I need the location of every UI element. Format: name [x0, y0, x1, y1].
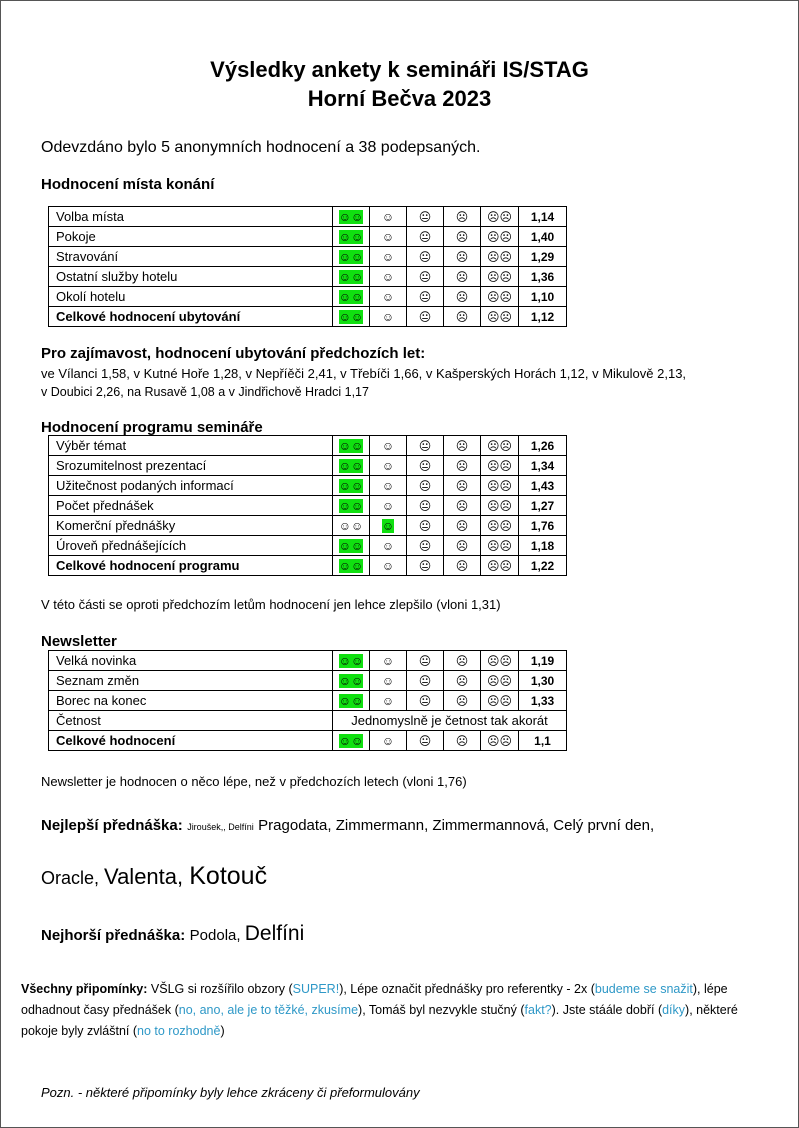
rating-face-5: [481, 247, 519, 267]
row-label: Výběr témat: [49, 436, 333, 456]
table-row: [49, 691, 567, 711]
comment-text: ), některé pokoje byly zvláštní (: [21, 1003, 738, 1038]
worst-delfini: Delfíni: [244, 922, 305, 945]
rating-face-3: [407, 496, 444, 516]
row-score: 1,18: [519, 536, 567, 556]
comment-reply: SUPER!: [292, 982, 340, 996]
row-score: 1,14: [519, 207, 567, 227]
face-icon: ☺: [381, 229, 395, 244]
face-icon: 😐: [418, 269, 432, 284]
face-icon: ☺☺: [338, 693, 364, 708]
face-icon: ☹: [455, 478, 469, 493]
face-icon: ☺: [381, 558, 395, 573]
face-icon: ☹☹: [486, 733, 513, 748]
best-lecture: [41, 817, 654, 835]
face-icon: ☺☺: [338, 498, 364, 513]
rating-face-1: [333, 307, 370, 327]
rating-face-5: [481, 556, 519, 576]
face-icon: 😐: [418, 733, 432, 748]
rating-face-3: [407, 556, 444, 576]
rating-face-1: [333, 436, 370, 456]
table-row: [49, 556, 567, 576]
face-icon: ☹: [455, 518, 469, 533]
rating-face-2: [370, 556, 407, 576]
rating-face-4: [444, 516, 481, 536]
face-icon: ☺☺: [338, 269, 364, 284]
face-icon: ☺: [381, 673, 395, 688]
face-icon: ☹: [455, 693, 469, 708]
row-label: Volba místa: [49, 207, 333, 227]
rating-face-5: [481, 671, 519, 691]
rating-face-4: [444, 651, 481, 671]
face-icon: ☹: [455, 458, 469, 473]
face-icon: ☹☹: [486, 478, 513, 493]
face-icon: 😐: [418, 653, 432, 668]
table-row: [49, 496, 567, 516]
face-icon: ☹: [455, 229, 469, 244]
comment-reply: díky: [662, 1003, 686, 1017]
face-icon: ☺☺: [338, 733, 364, 748]
comments: [21, 979, 771, 1042]
worst-label: Nejhorší přednáška:: [41, 927, 186, 944]
face-icon: ☹☹: [486, 538, 513, 553]
rating-face-1: [333, 496, 370, 516]
rating-face-1: [333, 651, 370, 671]
face-icon: ☺: [381, 289, 395, 304]
face-icon: ☹☹: [486, 289, 513, 304]
rating-face-5: [481, 476, 519, 496]
face-icon: ☺: [381, 269, 395, 284]
rating-face-2: [370, 436, 407, 456]
page-title: Výsledky ankety k semináři IS/STAG: [210, 57, 589, 82]
worst-podola: Podola,: [189, 927, 245, 944]
face-icon: ☺☺: [338, 538, 364, 553]
comment-reply: budeme se snažit: [594, 982, 693, 996]
rating-face-1: [333, 267, 370, 287]
rating-face-3: [407, 307, 444, 327]
face-icon: ☺: [381, 518, 395, 533]
rating-face-2: [370, 456, 407, 476]
rating-face-1: [333, 456, 370, 476]
row-label: Komerční přednášky: [49, 516, 333, 536]
newsletter-note: Newsletter je hodnocen o něco lépe, než v předchozích letech (vloni 1,76): [41, 774, 467, 789]
row-score: 1,27: [519, 496, 567, 516]
rating-face-2: [370, 476, 407, 496]
face-icon: ☺: [381, 733, 395, 748]
face-icon: ☹: [455, 498, 469, 513]
face-icon: ☺☺: [338, 673, 364, 688]
face-icon: ☺☺: [338, 229, 364, 244]
rating-face-4: [444, 307, 481, 327]
rating-face-4: [444, 691, 481, 711]
face-icon: ☺: [381, 458, 395, 473]
intro-text: Odevzdáno bylo 5 anonymních hodnocení a 38 podepsaných.: [41, 139, 481, 156]
face-icon: 😐: [418, 249, 432, 264]
face-icon: ☹: [455, 538, 469, 553]
row-label: Počet přednášek: [49, 496, 333, 516]
rating-face-3: [407, 207, 444, 227]
comment-reply: fakt?: [524, 1003, 552, 1017]
rating-face-2: [370, 287, 407, 307]
table-row: [49, 731, 567, 751]
newsletter-heading: Newsletter: [41, 633, 117, 650]
comment-text: ), Lépe označit přednášky pro referentky - 2x (: [339, 982, 595, 996]
rating-face-2: [370, 496, 407, 516]
row-label: Srozumitelnost prezentací: [49, 456, 333, 476]
rating-face-3: [407, 287, 444, 307]
face-icon: 😐: [418, 229, 432, 244]
rating-face-1: [333, 671, 370, 691]
face-icon: ☹☹: [486, 209, 513, 224]
face-icon: ☹: [455, 209, 469, 224]
face-icon: 😐: [418, 289, 432, 304]
rating-face-1: [333, 287, 370, 307]
best-lecture-line2: [41, 862, 267, 891]
table-row: [49, 287, 567, 307]
best-valenta: Valenta,: [104, 864, 190, 889]
face-icon: ☺☺: [338, 518, 364, 533]
rating-face-4: [444, 287, 481, 307]
face-icon: ☺☺: [338, 653, 364, 668]
rating-face-1: [333, 536, 370, 556]
row-label: Celkové hodnocení: [49, 731, 333, 751]
face-icon: 😐: [418, 693, 432, 708]
rating-face-1: [333, 731, 370, 751]
rating-face-2: [370, 207, 407, 227]
program-table: [48, 435, 567, 576]
rating-face-3: [407, 476, 444, 496]
rating-face-4: [444, 247, 481, 267]
row-score: 1,36: [519, 267, 567, 287]
row-score: 1,30: [519, 671, 567, 691]
table-row: [49, 671, 567, 691]
rating-face-5: [481, 267, 519, 287]
row-score: 1,33: [519, 691, 567, 711]
face-icon: ☺: [381, 209, 395, 224]
row-score: 1,19: [519, 651, 567, 671]
face-icon: 😐: [418, 518, 432, 533]
table-row: [49, 651, 567, 671]
face-icon: ☹☹: [486, 229, 513, 244]
rating-face-3: [407, 267, 444, 287]
rating-face-3: [407, 516, 444, 536]
table-row: [49, 536, 567, 556]
face-icon: ☹: [455, 249, 469, 264]
best-small: Jiroušek,, Delfíni: [187, 822, 254, 832]
row-label: Ostatní služby hotelu: [49, 267, 333, 287]
newsletter-table: [48, 650, 567, 751]
rating-face-5: [481, 691, 519, 711]
rating-face-2: [370, 227, 407, 247]
rating-face-4: [444, 536, 481, 556]
rating-face-3: [407, 536, 444, 556]
rating-face-2: [370, 516, 407, 536]
comment-reply: no to rozhodně: [137, 1024, 221, 1038]
face-icon: ☺☺: [338, 209, 364, 224]
comment-text: VŠLG si rozšířilo obzory (: [150, 982, 293, 996]
row-label: Četnost: [49, 711, 333, 731]
rating-face-1: [333, 556, 370, 576]
table-row: [49, 307, 567, 327]
face-icon: ☹: [455, 733, 469, 748]
rating-face-1: [333, 207, 370, 227]
face-icon: ☺: [381, 478, 395, 493]
face-icon: ☺☺: [338, 438, 364, 453]
rating-face-2: [370, 651, 407, 671]
face-icon: 😐: [418, 558, 432, 573]
row-label: Celkové hodnocení ubytování: [49, 307, 333, 327]
rating-face-3: [407, 731, 444, 751]
rating-face-1: [333, 476, 370, 496]
face-icon: ☺☺: [338, 478, 364, 493]
face-icon: ☹☹: [486, 518, 513, 533]
rating-face-5: [481, 516, 519, 536]
row-label: Borec na konec: [49, 691, 333, 711]
table-row: [49, 516, 567, 536]
rating-face-2: [370, 731, 407, 751]
rating-face-2: [370, 536, 407, 556]
face-icon: ☺: [381, 438, 395, 453]
rating-face-3: [407, 671, 444, 691]
rating-face-4: [444, 556, 481, 576]
rating-face-5: [481, 307, 519, 327]
rating-face-2: [370, 267, 407, 287]
face-icon: ☹☹: [486, 269, 513, 284]
rating-face-1: [333, 691, 370, 711]
rating-face-5: [481, 287, 519, 307]
table-row: [49, 456, 567, 476]
table-row: [49, 476, 567, 496]
row-score: 1,26: [519, 436, 567, 456]
face-icon: ☺: [381, 309, 395, 324]
face-icon: ☹: [455, 438, 469, 453]
best-mid: Pragodata, Zimmermann, Zimmermannová, Celý první den,: [258, 817, 655, 834]
venue-heading: Hodnocení místa konání: [41, 176, 215, 193]
comment-text: ), lépe odhadnout časy přednášek (: [21, 982, 728, 1017]
face-icon: 😐: [418, 209, 432, 224]
comment-text: ): [220, 1024, 225, 1038]
rating-face-3: [407, 436, 444, 456]
face-icon: ☹☹: [486, 309, 513, 324]
program-heading: Hodnocení programu semináře: [41, 419, 263, 436]
rating-face-5: [481, 207, 519, 227]
table-row: [49, 247, 567, 267]
worst-lecture: [41, 922, 304, 946]
face-icon: ☹: [455, 269, 469, 284]
face-icon: 😐: [418, 538, 432, 553]
face-icon: ☹☹: [486, 693, 513, 708]
rating-face-4: [444, 496, 481, 516]
row-score: 1,40: [519, 227, 567, 247]
table-row: [49, 227, 567, 247]
face-icon: ☹☹: [486, 498, 513, 513]
row-score: 1,10: [519, 287, 567, 307]
face-icon: ☺☺: [338, 249, 364, 264]
rating-face-5: [481, 456, 519, 476]
footnote: Pozn. - některé připomínky byly lehce zkráceny či přeformulovány: [41, 1085, 420, 1100]
rating-face-1: [333, 247, 370, 267]
row-score: 1,12: [519, 307, 567, 327]
history-heading: Pro zajímavost, hodnocení ubytování předchozích let:: [41, 345, 426, 362]
face-icon: ☺: [381, 249, 395, 264]
rating-face-4: [444, 267, 481, 287]
face-icon: ☹: [455, 653, 469, 668]
face-icon: 😐: [418, 673, 432, 688]
page-subtitle: Horní Bečva 2023: [307, 86, 492, 111]
rating-face-1: [333, 516, 370, 536]
face-icon: ☹: [455, 309, 469, 324]
face-icon: ☹☹: [486, 458, 513, 473]
table-row: [49, 267, 567, 287]
comment-text: ). Jste stáále dobří (: [551, 1003, 663, 1017]
rating-face-3: [407, 691, 444, 711]
row-label: Celkové hodnocení programu: [49, 556, 333, 576]
face-icon: ☺: [381, 653, 395, 668]
rating-face-5: [481, 536, 519, 556]
row-score: 1,1: [519, 731, 567, 751]
rating-face-4: [444, 207, 481, 227]
row-label: Stravování: [49, 247, 333, 267]
rating-face-3: [407, 247, 444, 267]
table-row: [49, 207, 567, 227]
face-icon: ☺: [381, 538, 395, 553]
row-label: Velká novinka: [49, 651, 333, 671]
rating-face-2: [370, 247, 407, 267]
rating-face-4: [444, 671, 481, 691]
best-label: Nejlepší přednáška:: [41, 817, 183, 834]
row-label: Užitečnost podaných informací: [49, 476, 333, 496]
row-score: 1,76: [519, 516, 567, 536]
face-icon: 😐: [418, 498, 432, 513]
row-score: 1,43: [519, 476, 567, 496]
rating-face-3: [407, 456, 444, 476]
rating-face-2: [370, 671, 407, 691]
rating-face-3: [407, 227, 444, 247]
row-score: 1,34: [519, 456, 567, 476]
face-icon: ☺: [381, 498, 395, 513]
rating-face-5: [481, 731, 519, 751]
rating-face-3: [407, 651, 444, 671]
face-icon: ☺☺: [338, 309, 364, 324]
rating-face-2: [370, 691, 407, 711]
rating-face-4: [444, 476, 481, 496]
rating-face-4: [444, 227, 481, 247]
rating-face-1: [333, 227, 370, 247]
face-icon: 😐: [418, 438, 432, 453]
face-icon: ☹☹: [486, 438, 513, 453]
face-icon: ☺☺: [338, 558, 364, 573]
table-row: [49, 711, 567, 731]
history-line-2: v Doubici 2,26, na Rusavě 1,08 a v Jindřichově Hradci 1,17: [41, 385, 369, 399]
comments-label: Všechny připomínky:: [21, 982, 148, 996]
row-label: Seznam změn: [49, 671, 333, 691]
row-label: Pokoje: [49, 227, 333, 247]
table-row: [49, 436, 567, 456]
best-kotouc: Kotouč: [189, 862, 268, 890]
face-icon: ☺☺: [338, 289, 364, 304]
row-score: 1,22: [519, 556, 567, 576]
rating-face-4: [444, 456, 481, 476]
face-icon: ☹☹: [486, 249, 513, 264]
rating-face-5: [481, 651, 519, 671]
program-note: V této části se oproti předchozím letům hodnocení jen lehce zlepšilo (vloni 1,31): [41, 597, 501, 612]
face-icon: ☹☹: [486, 673, 513, 688]
rating-face-2: [370, 307, 407, 327]
best-oracle: Oracle,: [41, 868, 105, 888]
face-icon: 😐: [418, 478, 432, 493]
row-label: Okolí hotelu: [49, 287, 333, 307]
comment-reply: no, ano, ale je to těžké, zkusíme: [178, 1003, 359, 1017]
face-icon: 😐: [418, 309, 432, 324]
face-icon: ☹: [455, 673, 469, 688]
rating-face-5: [481, 496, 519, 516]
venue-table: [48, 206, 567, 327]
face-icon: ☹☹: [486, 558, 513, 573]
face-icon: ☹: [455, 289, 469, 304]
face-icon: ☺☺: [338, 458, 364, 473]
rating-face-5: [481, 436, 519, 456]
face-icon: ☹☹: [486, 653, 513, 668]
face-icon: ☹: [455, 558, 469, 573]
row-score: 1,29: [519, 247, 567, 267]
rating-face-4: [444, 731, 481, 751]
history-line-1: ve Vílanci 1,58, v Kutné Hoře 1,28, v Nepříěči 2,41, v Třebíči 1,66, v Kašperských Horách 1,12, v Mikulově 2,13,: [41, 366, 687, 381]
rating-face-5: [481, 227, 519, 247]
row-label: Úroveň přednášejících: [49, 536, 333, 556]
face-icon: 😐: [418, 458, 432, 473]
rating-face-4: [444, 436, 481, 456]
frequency-text: Jednomyslně je četnost tak akorát: [333, 711, 567, 731]
face-icon: ☺: [381, 693, 395, 708]
comment-text: ), Tomáš byl nezvykle stučný (: [358, 1003, 525, 1017]
